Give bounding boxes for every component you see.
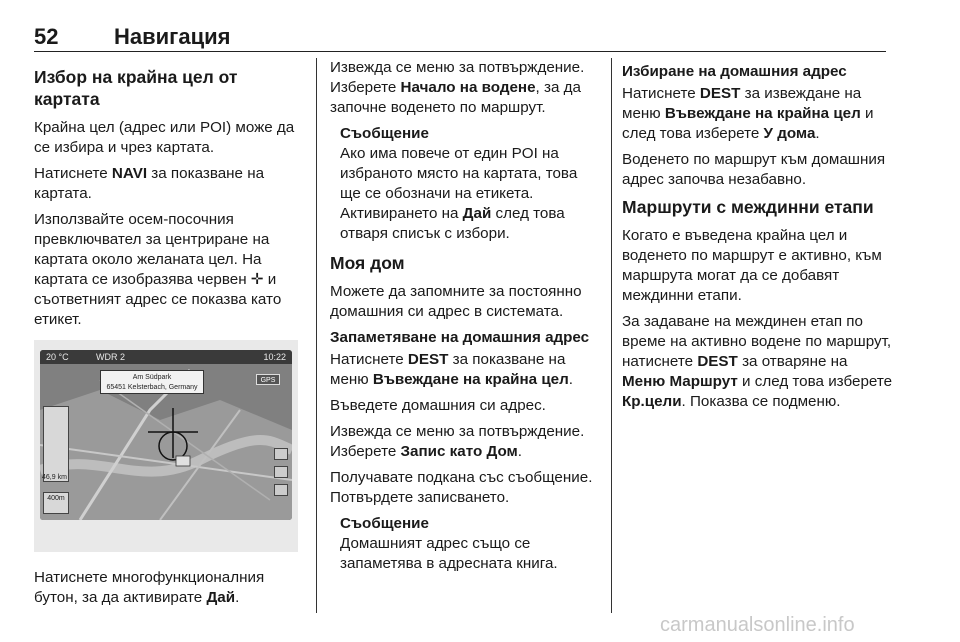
paragraph: Извежда се меню за потвърждение. Изберете Запис като Дом. [330,423,585,460]
paragraph: Воденето по маршрут към домашния адрес започва незабавно. [622,151,886,188]
paragraph: Използвайте осем-посочния превключвател за центриране на картата около желаната цел. На картата се изобразява червен ✛ и съответният адрес се показва като етикет. [34,211,282,328]
note-text: Домашният адрес също се запаметява в адресната книга. [340,535,558,572]
column-3 [622,58,894,418]
map-view [40,350,292,520]
map-button [274,484,288,496]
page-number: 52 [34,24,59,49]
status-bar [40,350,292,364]
paragraph: Извежда се меню за потвърждение. Изберете Начало на водене, за да започне воденето по маршрут. [330,59,585,116]
paragraph: Въведете домашния си адрес. [330,397,546,414]
note-title: Съобщение [340,125,429,142]
paragraph: Когато е въведена крайна цел и воденето по маршрут е активно, към маршрута могат да се добавят междинни етапи. [622,227,882,304]
clock: 10:22 [263,352,286,362]
section-heading: Избор на крайна цел от картата [34,67,238,109]
section-heading: Маршрути с междинни етапи [622,197,874,217]
paragraph: За задаване на междинен етап по време на активно водене по маршрут, натиснете DEST за отваряне на Меню Маршрут и след това изберете Кр.цели. Показва се подменю. [622,313,893,410]
subsection-heading: Избиране на домашния адрес [622,63,847,80]
column-1 [34,58,304,614]
distance-readout: 46,9 km [42,474,67,481]
scale-box: 400m [43,492,69,514]
section-heading: Моя дом [330,253,405,273]
radio-station: WDR 2 [96,352,125,362]
column-2 [330,58,602,582]
note-box [330,514,602,574]
column-divider [316,58,317,613]
paragraph: Натиснете многофункционалния бутон, за да активирате Дай. [34,569,265,606]
note-box [330,124,602,244]
watermark: carmanualsonline.info [660,614,855,636]
paragraph: Натиснете DEST за извеждане на меню Въвеждане на крайна цел и след това изберете У дома. [622,85,874,142]
note-title: Съобщение [340,515,429,532]
subsection-heading: Запаметяване на домашния адрес [330,329,590,346]
navigation-screenshot [34,340,298,552]
paragraph: Можете да запомните за постоянно домашния си адрес в системата. [330,283,582,320]
column-divider [611,58,612,613]
paragraph: Натиснете NAVI за показване на картата. [34,165,265,202]
map-button [274,448,288,460]
paragraph: Крайна цел (адрес или POI) може да се избира и чрез картата. [34,119,295,156]
page-header [34,24,886,52]
paragraph: Натиснете DEST за показване на меню Въвеждане на крайна цел. [330,351,574,388]
chapter-title: Навигация [114,24,231,49]
temperature: 20 °C [46,352,69,362]
gps-indicator: GPS [256,374,280,385]
note-text: Ако има повече от един POI на избраното място на картата, това ще се обозначи на етикета. Активирането на Дай след това отваря списък с избори. [340,145,578,242]
map-button [274,466,288,478]
address-label: Am Südpark 65451 Kelsterbach, Germany [100,370,204,394]
paragraph: Получавате подкана със съобщение. Потвърдете записването. [330,469,593,506]
